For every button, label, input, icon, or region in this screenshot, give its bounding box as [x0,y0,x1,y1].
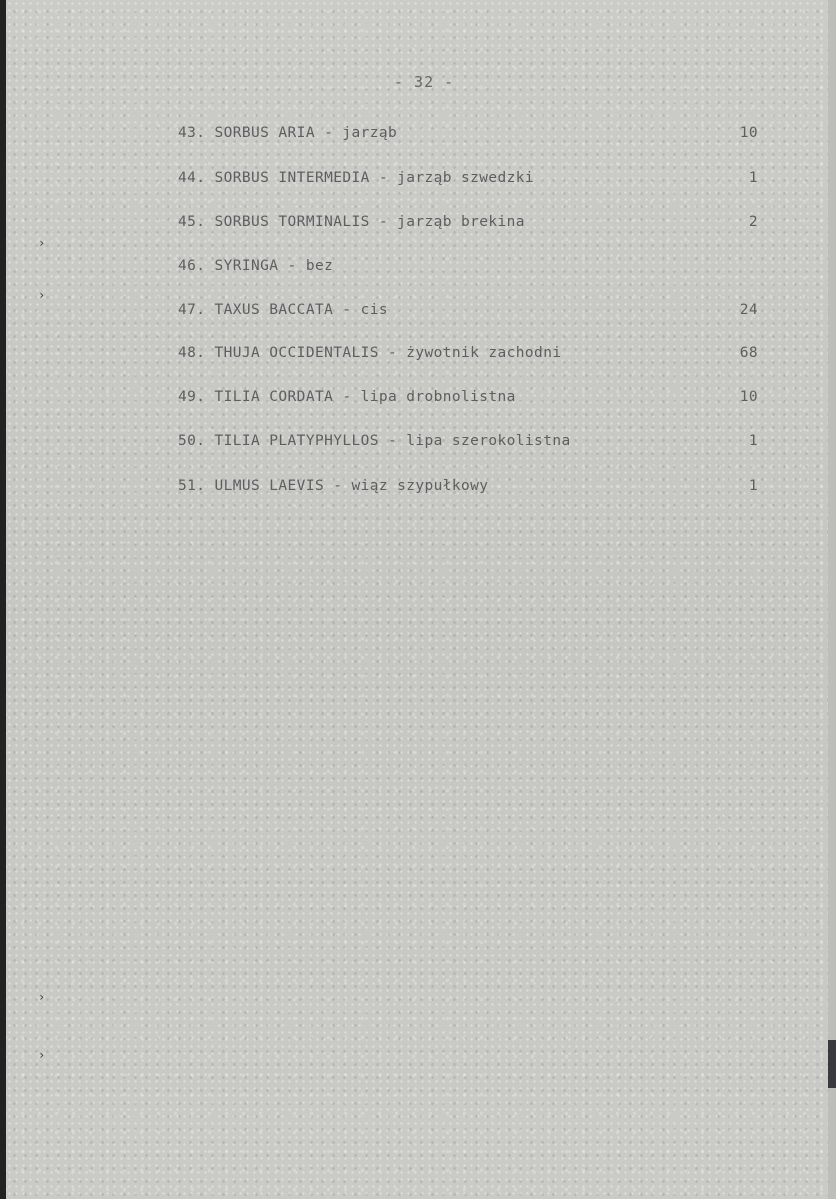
species-entry: 48. THUJA OCCIDENTALIS - żywotnik zachodni [178,345,562,361]
species-count: 1 [748,433,758,449]
list-item [178,258,758,278]
page-edge [828,0,836,1199]
species-count: 10 [739,389,758,405]
species-entry: 45. SORBUS TORMINALIS - jarząb brekina [178,214,525,230]
species-count: 10 [739,125,758,141]
binder-tab [828,1040,836,1088]
list-item [178,214,758,234]
list-item [178,345,758,365]
list-item [178,125,758,145]
list-item [178,478,758,498]
species-entry: 43. SORBUS ARIA - jarząb [178,125,398,141]
page-number: - 32 - [394,73,455,91]
punch-mark: › [38,288,46,302]
document-page [6,0,828,1199]
species-entry: 49. TILIA CORDATA - lipa drobnolistna [178,389,516,405]
species-count: 68 [739,345,758,361]
species-count: 1 [748,478,758,494]
punch-mark: › [38,1048,46,1062]
list-item [178,302,758,322]
species-entry: 47. TAXUS BACCATA - cis [178,302,388,318]
punch-mark: › [38,990,46,1004]
list-item [178,170,758,190]
list-item [178,389,758,409]
species-entry: 51. ULMUS LAEVIS - wiąz szypułkowy [178,478,489,494]
species-count: 24 [739,302,758,318]
list-item [178,433,758,453]
species-entry: 44. SORBUS INTERMEDIA - jarząb szwedzki [178,170,535,186]
species-entry: 46. SYRINGA - bez [178,258,334,274]
species-count: 1 [748,170,758,186]
punch-mark: › [38,236,46,250]
species-entry: 50. TILIA PLATYPHYLLOS - lipa szerokolistna [178,433,571,449]
species-count: 2 [748,214,758,230]
